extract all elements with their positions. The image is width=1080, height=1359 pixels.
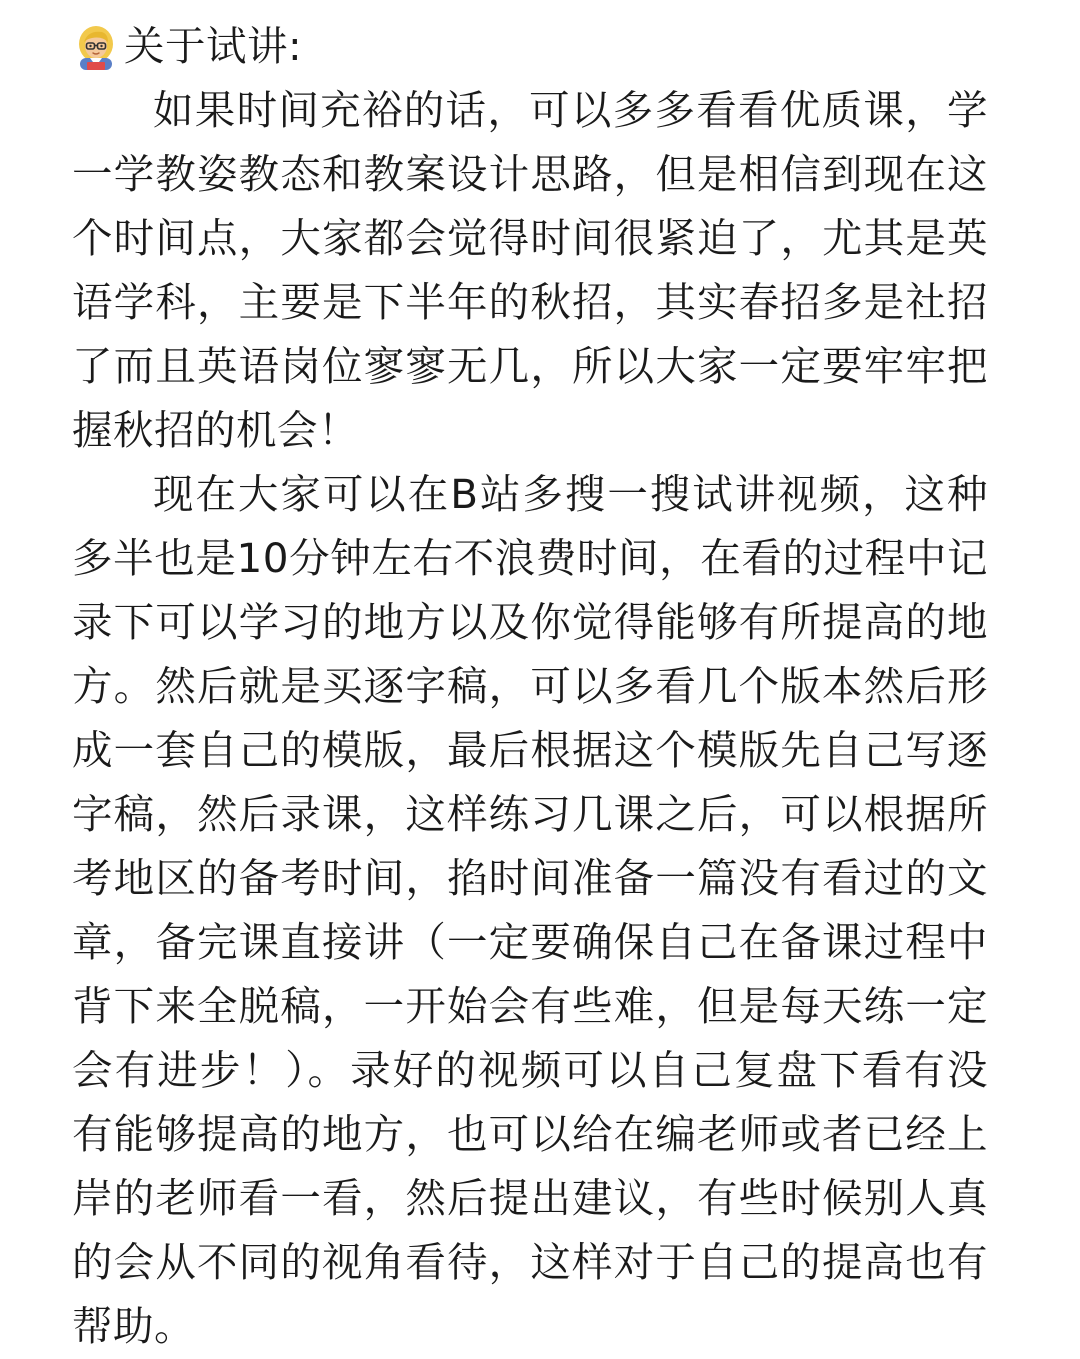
section-heading <box>72 14 988 78</box>
paragraph-2: 现在大家可以在B站多搜一搜试讲视频，这种多半也是10分钟左右不浪费时间，在看的过程中记录下可以学习的地方以及你觉得能够有所提高的地方。然后就是买逐字稿，可以多看几个版本然后形成一套自己的模版，最后根据这个模版先自己写逐字稿，然后录课，这样练习几课之后，可以根据所考地区的备考时间，掐时间准备一篇没有看过的文章，备完课直接讲（一定要确保自己在备课过程中背下来全脱稿，一开始会有些难，但是每天练一定会有进步！）。录好的视频可以自己复盘下看有没有能够提高的地方，也可以给在编老师或者已经上岸的老师看一看，然后提出建议，有些时候别人真的会从不同的视角看待，这样对于自己的提高也有帮助。 <box>72 470 988 1350</box>
paragraph-1: 如果时间充裕的话，可以多多看看优质课，学一学教姿教态和教案设计思路，但是相信到现在这个时间点，大家都会觉得时间很紧迫了，尤其是英语学科，主要是下半年的秋招，其实春招多是社招了而且英语岗位寥寥无几，所以大家一定要牢牢把握秋招的机会！ <box>72 86 988 454</box>
note-content <box>72 14 988 1358</box>
woman-teacher-emoji-icon <box>72 22 120 70</box>
section-title: 关于试讲: <box>124 22 303 70</box>
